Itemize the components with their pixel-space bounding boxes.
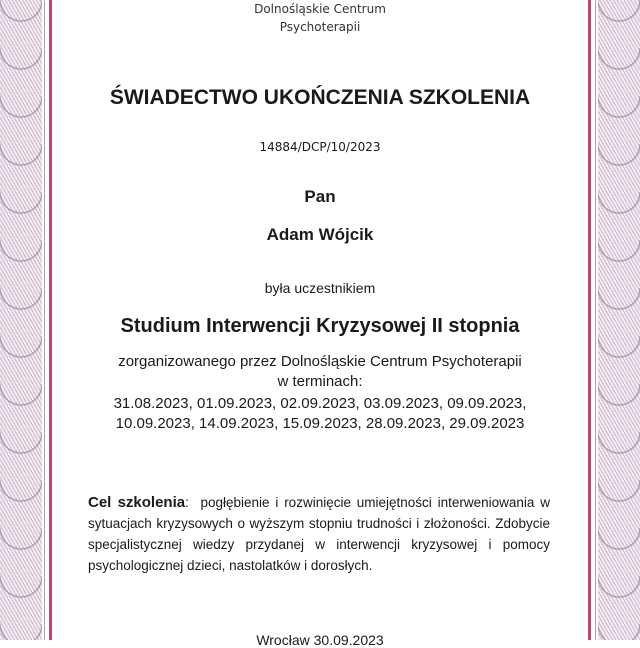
course-goal: Cel szkolenia: pogłębienie i rozwinięcie umiejętności interweniowania w sytuacjach kryzysowych o wyższym stopniu trudności i złożoności. Zdobycie specjalistycznej wiedzy przydanej w interwencji kryzysowej i pomocy psychologicznej dzieci, nastolatków i dorosłych. <box>88 494 550 573</box>
salutation: Pan <box>304 187 336 206</box>
organization-header <box>0 0 640 36</box>
course-name: Studium Interwencji Kryzysowej II stopnia <box>120 315 520 337</box>
goal-label: Cel szkolenia <box>88 494 186 511</box>
participation-text: była uczestnikiem <box>264 280 376 296</box>
place-date: Wrocław 30.09.2023 <box>256 632 384 648</box>
organizer-text <box>0 352 640 392</box>
goal-text: pogłębienie i rozwinięcie umiejętności interweniowania w sytuacjach kryzysowych o wyższym stopniu trudności i złożoności. Zdobycie specjalistycznej wiedzy przydanej w interwencji kryzysowej i pomocy psychologicznej dzieci, nastolatków i dorosłych. <box>88 495 550 573</box>
recipient-name: Adam Wójcik <box>266 225 374 244</box>
dates-line: 10.09.2023, 14.09.2023, 15.09.2023, 28.09.2023, 29.09.2023 <box>115 415 525 432</box>
certificate-number: 14884/DCP/10/2023 <box>259 140 381 154</box>
dates-line: 31.08.2023, 01.09.2023, 02.09.2023, 03.09.2023, 09.09.2023, <box>113 395 527 412</box>
dates-label: w terminach: <box>277 373 363 390</box>
org-line: Dolnośląskie Centrum <box>254 2 386 16</box>
course-dates <box>0 394 640 434</box>
organized-by: zorganizowanego przez Dolnośląskie Centrum Psychoterapii <box>118 353 522 370</box>
org-line: Psychoterapii <box>279 20 361 34</box>
certificate-title: ŚWIADECTWO UKOŃCZENIA SZKOLENIA <box>109 86 531 109</box>
